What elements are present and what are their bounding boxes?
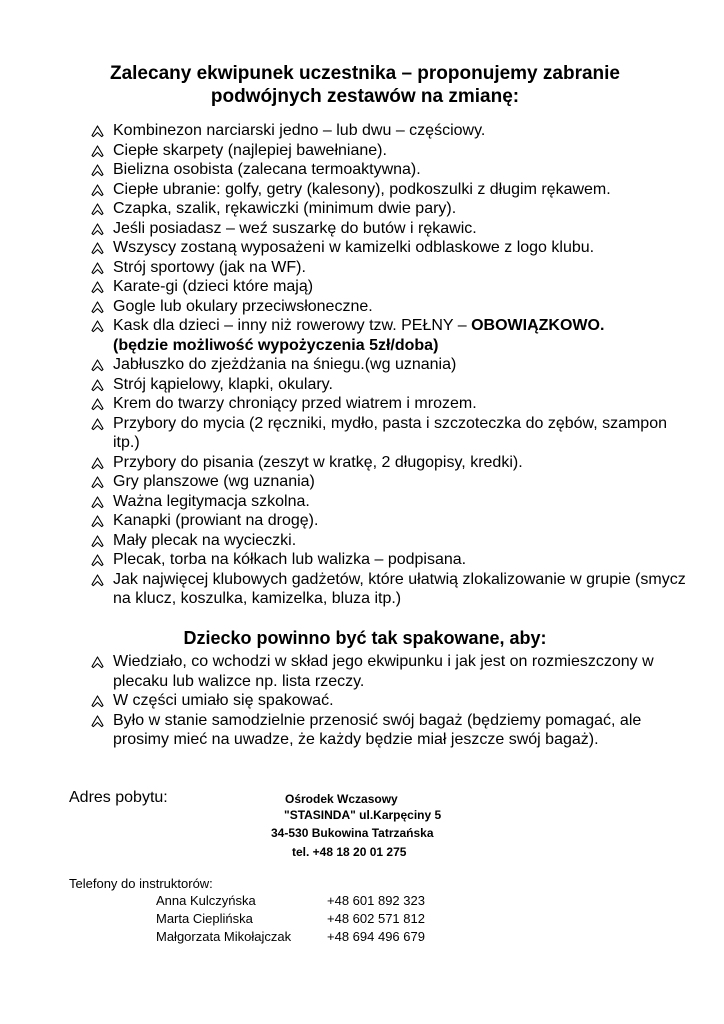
list-item-text: Przybory do pisania (zeszyt w kratkę, 2 długopisy, kredki). xyxy=(113,453,523,471)
list-item xyxy=(91,180,691,200)
list-item-text: Ciepłe ubranie: golfy, getry (kalesony), podkoszulki z długim rękawem. xyxy=(113,180,611,198)
bullet-icon xyxy=(91,379,104,392)
list-item xyxy=(91,414,691,453)
bullet-icon xyxy=(91,574,104,587)
instructor-name: Małgorzata Mikołajczak xyxy=(156,929,292,944)
list-item-text: Czapka, szalik, rękawiczki (minimum dwie pary). xyxy=(113,200,457,217)
list-item-text: Mały plecak na wycieczki. xyxy=(113,531,297,549)
bullet-icon xyxy=(91,184,104,197)
phones-label: Telefony do instruktorów: xyxy=(69,876,213,891)
bullet-icon xyxy=(91,242,104,255)
list-item-text: Gogle lub okulary przeciwsłoneczne. xyxy=(113,297,373,315)
instructor-phone: +48 602 571 812 xyxy=(327,911,425,926)
section-subtitle: Dziecko powinno być tak spakowane, aby: xyxy=(183,628,547,648)
address-phone: tel. +48 18 20 01 275 xyxy=(292,845,407,859)
list-item xyxy=(91,297,691,317)
bullet-icon xyxy=(91,359,104,372)
equipment-list xyxy=(91,121,691,609)
list-item xyxy=(91,711,691,750)
list-item-text: Strój kąpielowy, klapki, okulary. xyxy=(113,375,333,393)
title-line-1: Zalecany ekwipunek uczestnika – proponujemy zabranie xyxy=(109,63,620,84)
list-item xyxy=(91,355,691,375)
bullet-icon xyxy=(91,476,104,489)
list-item-text: Kombinezon narciarski jedno – lub dwu – częściowy. xyxy=(113,122,486,139)
bullet-icon xyxy=(91,695,104,708)
list-item xyxy=(91,652,691,691)
list-item xyxy=(91,492,691,512)
list-item-text: Gry planszowe (wg uznania) xyxy=(113,473,315,490)
bullet-icon xyxy=(91,554,104,567)
bullet-icon xyxy=(91,535,104,548)
bullet-icon xyxy=(91,496,104,509)
bullet-icon xyxy=(91,457,104,470)
list-item xyxy=(91,550,691,570)
list-item xyxy=(91,238,691,258)
list-item-text: Kanapki (prowiant na drogę). xyxy=(113,512,319,529)
bullet-icon xyxy=(91,320,104,333)
helmet-text: Kask dla dzieci – inny niż rowerowy tzw. PEŁNY – xyxy=(113,317,472,334)
bullet-icon xyxy=(91,281,104,294)
list-item-text: Ważna legitymacja szkolna. xyxy=(113,492,310,510)
helmet-mandatory: OBOWIĄZKOWO. xyxy=(471,317,605,334)
list-item-text: Ciepłe skarpety (najlepiej bawełniane). xyxy=(113,141,387,159)
address-line-3: 34-530 Bukowina Tatrzańska xyxy=(271,826,434,840)
bullet-icon xyxy=(91,301,104,314)
list-item xyxy=(91,570,691,609)
list-item-text: Plecak, torba na kółkach lub walizka – podpisana. xyxy=(113,551,467,568)
list-item-helmet xyxy=(91,316,691,355)
list-item-text: Przybory do mycia (2 ręczniki, mydło, pasta i szczoteczka do zębów, szampon itp.) xyxy=(113,414,667,451)
bullet-icon xyxy=(91,164,104,177)
address-line-1: Ośrodek Wczasowy xyxy=(285,792,398,806)
helmet-rental-note: (będzie możliwość wypożyczenia 5zł/doba) xyxy=(113,336,439,354)
page-title xyxy=(80,62,650,108)
list-item-text: Karate-gi (dzieci które mają) xyxy=(113,278,314,295)
list-item xyxy=(91,160,691,180)
list-item xyxy=(91,199,691,219)
bullet-icon xyxy=(91,223,104,236)
packing-list xyxy=(91,652,691,750)
instructor-name: Anna Kulczyńska xyxy=(156,893,256,908)
list-item xyxy=(91,511,691,531)
list-item-text: Było w stanie samodzielnie przenosić swój bagaż (będziemy pomagać, ale prosimy mieć na uwadze, że każdy będzie miał jeszcze swój bagaż). xyxy=(113,711,642,748)
list-item-text: Wiedziało, co wchodzi w skład jego ekwipunku i jak jest on rozmieszczony w plecaku lub walizce np. lista rzeczy. xyxy=(113,653,654,690)
list-item-text: Jeśli posiadasz – weź suszarkę do butów i rękawic. xyxy=(113,219,477,237)
instructor-name: Marta Cieplińska xyxy=(156,911,253,926)
list-item xyxy=(91,691,691,711)
list-item-text: Bielizna osobista (zalecana termoaktywna). xyxy=(113,161,421,178)
address-line-2: "STASINDA" ul.Karpęciny 5 xyxy=(284,808,442,822)
list-item xyxy=(91,219,691,239)
list-item-text: Wszyscy zostaną wyposażeni w kamizelki odblaskowe z logo klubu. xyxy=(113,239,595,256)
list-item xyxy=(91,394,691,414)
title-line-2: podwójnych zestawów na zmianę: xyxy=(210,86,520,107)
bullet-icon xyxy=(91,125,104,138)
bullet-icon xyxy=(91,656,104,669)
bullet-icon xyxy=(91,418,104,431)
list-item xyxy=(91,121,691,141)
bullet-icon xyxy=(91,715,104,728)
bullet-icon xyxy=(91,203,104,216)
list-item xyxy=(91,453,691,473)
list-item-text: Krem do twarzy chroniący przed wiatrem i mrozem. xyxy=(113,395,477,412)
list-item-text: Jak najwięcej klubowych gadżetów, które ułatwią zlokalizowanie w grupie (smycz na klucz, koszulka, kamizelka, bluza itp.) xyxy=(113,570,686,607)
list-item-text: Jabłuszko do zjeżdżania na śniegu.(wg uznania) xyxy=(113,356,457,373)
list-item xyxy=(91,472,691,492)
list-item-text: W części umiało się spakować. xyxy=(113,692,334,709)
list-item xyxy=(91,277,691,297)
list-item xyxy=(91,258,691,278)
address-label: Adres pobytu: xyxy=(69,789,168,806)
instructor-phone: +48 601 892 323 xyxy=(327,893,425,908)
list-item xyxy=(91,375,691,395)
instructor-phone: +48 694 496 679 xyxy=(327,929,425,944)
bullet-icon xyxy=(91,262,104,275)
list-item-text: Strój sportowy (jak na WF). xyxy=(113,258,306,276)
list-item xyxy=(91,531,691,551)
bullet-icon xyxy=(91,145,104,158)
list-item xyxy=(91,141,691,161)
bullet-icon xyxy=(91,398,104,411)
bullet-icon xyxy=(91,515,104,528)
